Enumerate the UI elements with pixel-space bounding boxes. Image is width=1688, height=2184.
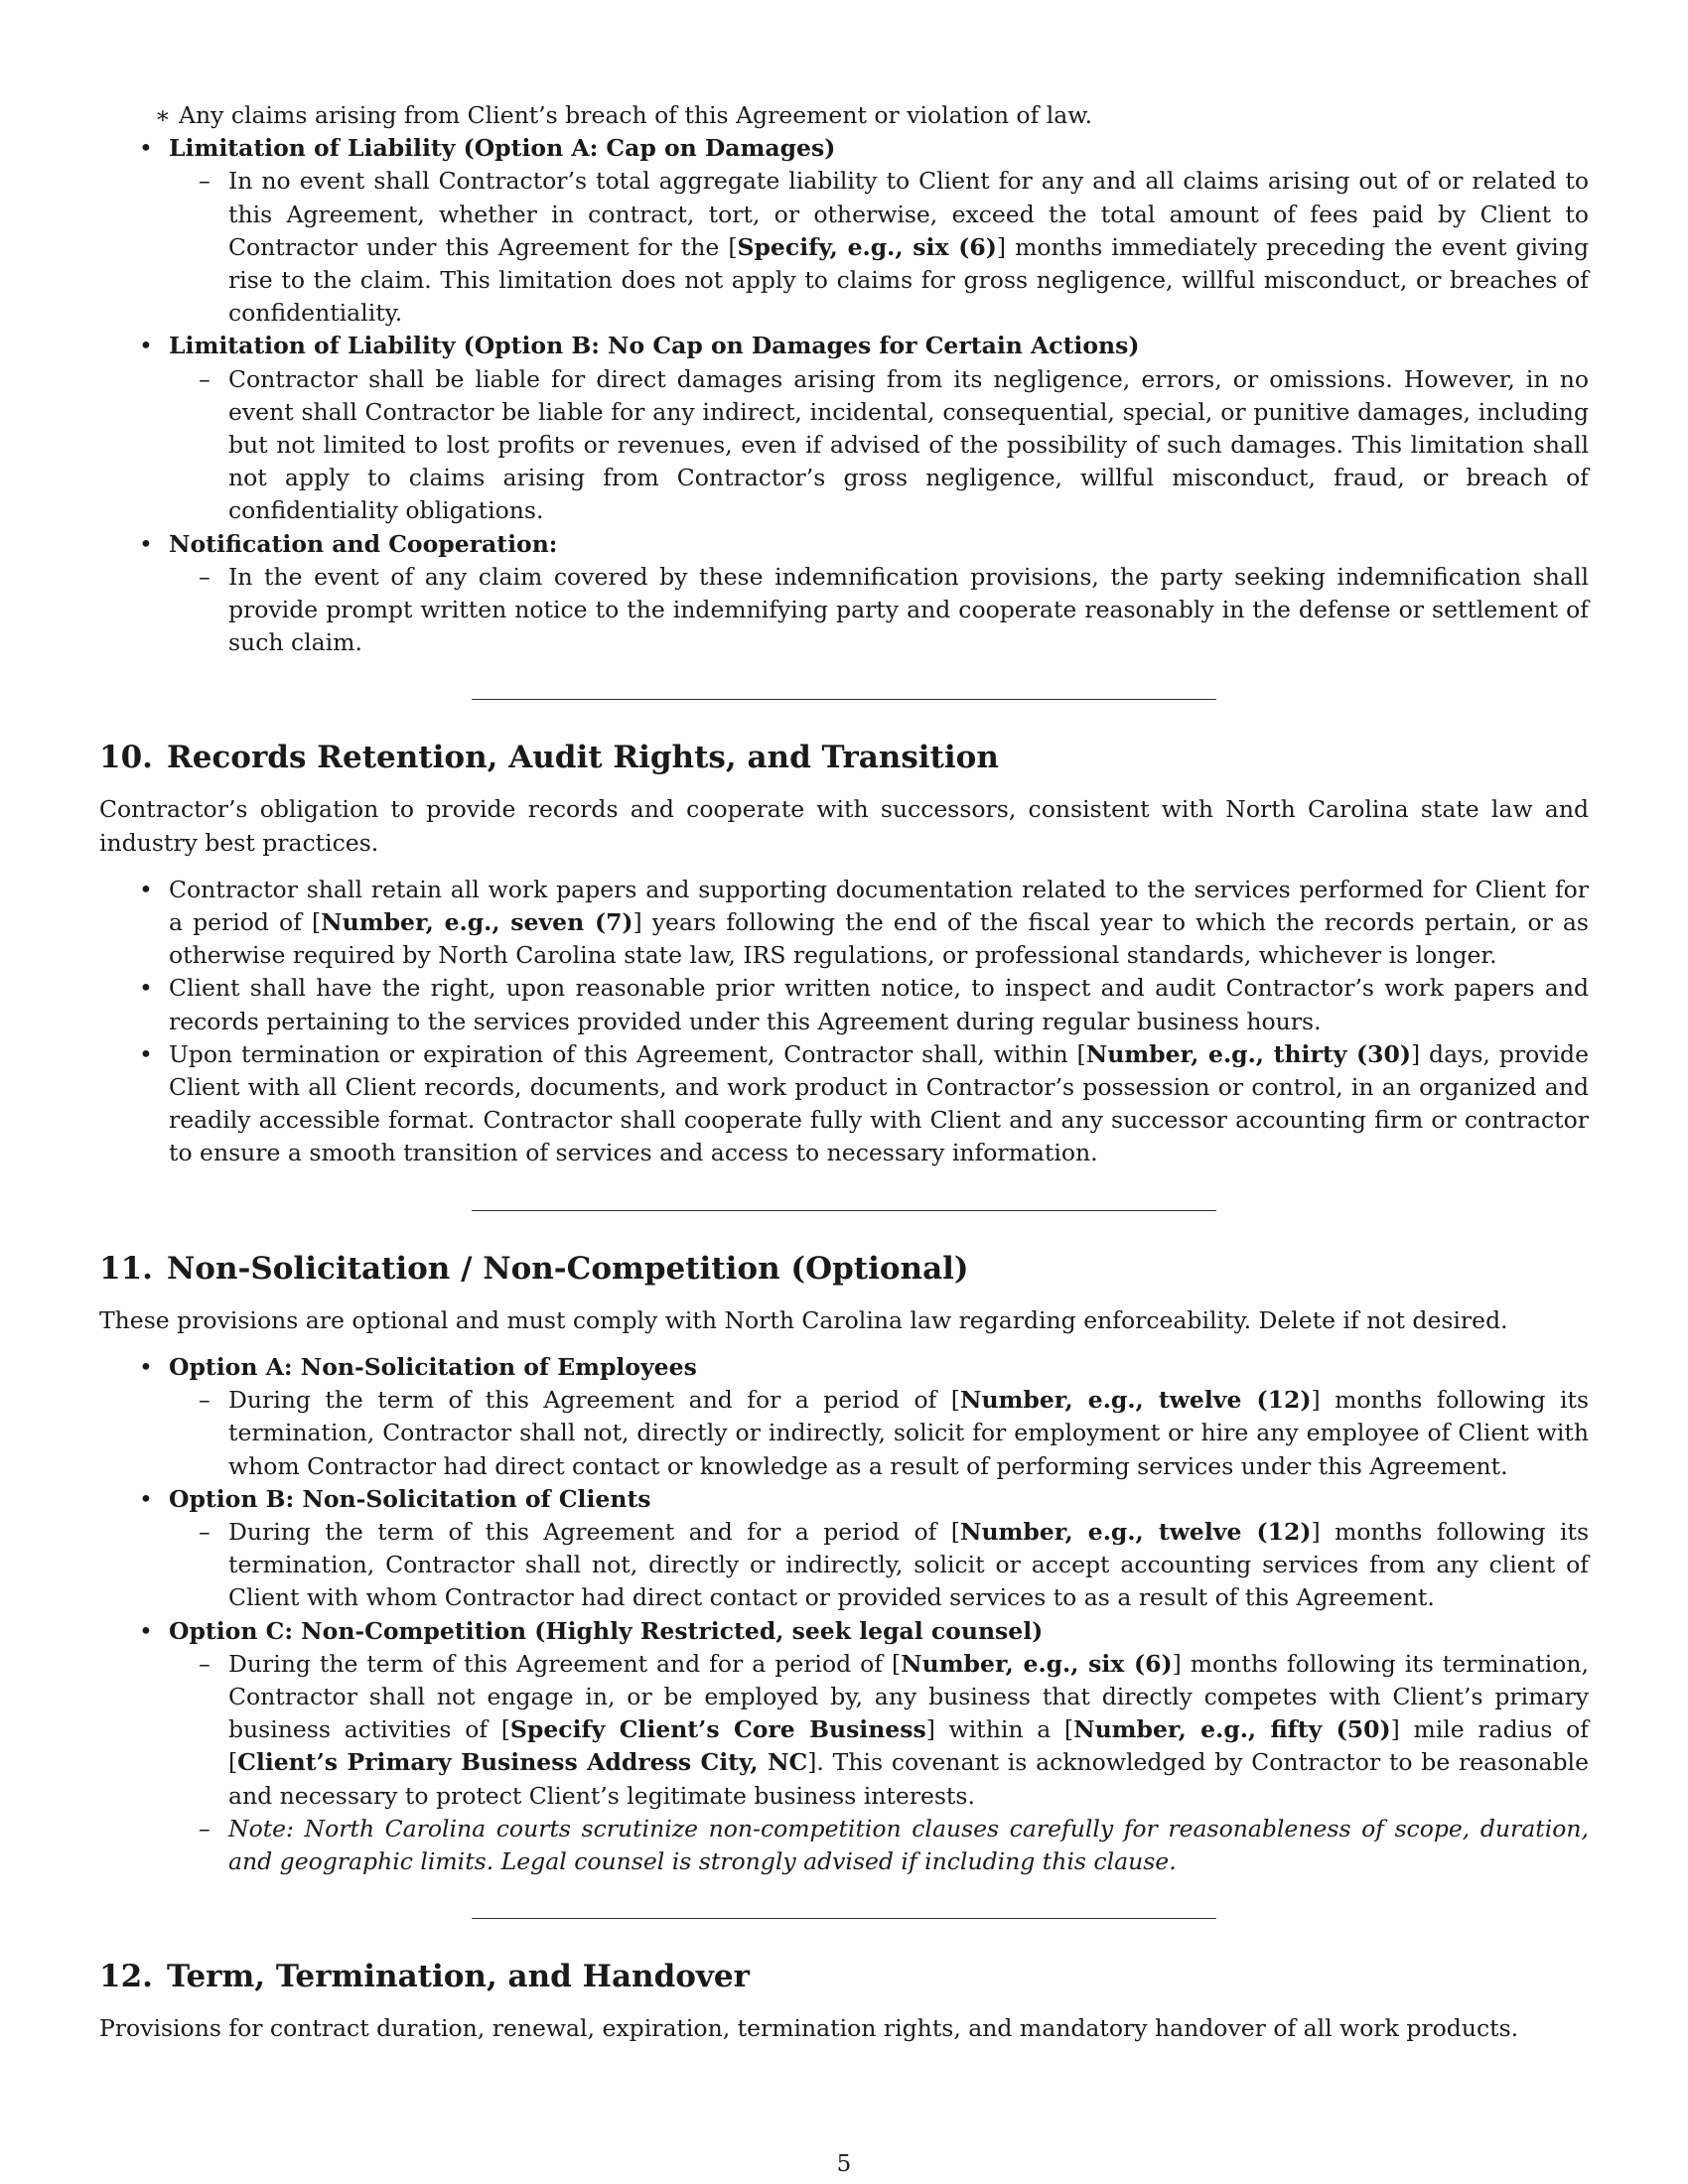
list-item: • Option C: Non-Competition (Highly Restricted, seek legal counsel) – During the term of this Agreement and for a period of [Number, e.g., six (6)] months following its termination, Contractor shall not engage in, or be employed by, any business that directly competes with Client’s primary business activities of [Specify Client’s Core Business] within a [Number, e.g., fifty (50)] mile radius of [Client’s Primary Business Address City, NC]. This covenant is acknowledged by Contractor to be reasonable and necessary to protect Client’s legitimate business interests. – Note: North Carolina courts scrutinize non-competition clauses carefully for reasonableness of scope, duration, and geographic limits. Legal counsel is strongly advised if including this clause. xyxy=(99,1615,1589,1879)
list-item: • Option A: Non-Solicitation of Employees – During the term of this Agreement and for a period of [Number, e.g., twelve (12)] months following its termination, Contractor shall not, directly or indirectly, solicit for employment or hire any employee of Client with whom Contractor had direct contact or knowledge as a result of performing services under this Agreement. xyxy=(99,1351,1589,1483)
section-divider xyxy=(472,699,1216,700)
list-item: – During the term of this Agreement and for a period of [Number, e.g., twelve (12)] months following its termination, Contractor shall not, directly or indirectly, solicit for employment or hire any employee of Client with whom Contractor had direct contact or knowledge as a result of performing services under this Agreement. xyxy=(169,1384,1589,1483)
list-item: – During the term of this Agreement and for a period of [Number, e.g., six (6)] months following its termination, Contractor shall not engage in, or be employed by, any business that directly competes with Client’s primary business activities of [Specify Client’s Core Business] within a [Number, e.g., fifty (50)] mile radius of [Client’s Primary Business Address City, NC]. This covenant is acknowledged by Contractor to be reasonable and necessary to protect Client’s legitimate business interests. xyxy=(169,1648,1589,1813)
section-divider xyxy=(472,1210,1216,1211)
section-11-heading: 11. Non-Solicitation / Non-Competition (Optional) xyxy=(99,1250,969,1287)
notification-title: Notification and Cooperation: xyxy=(169,529,558,558)
section-10-heading: 10. Records Retention, Audit Rights, and Transition xyxy=(99,740,999,776)
list-item: – In the event of any claim covered by these indemnification provisions, the party seeking indemnification shall provide prompt written notice to the indemnifying party and cooperate reasonably in the defense or settlement of such claim. xyxy=(169,561,1589,660)
section-11-list xyxy=(99,1351,1589,1878)
page-number: 5 xyxy=(836,2151,852,2177)
section-12-heading: 12. Term, Termination, and Handover xyxy=(99,1959,750,1995)
document-page xyxy=(99,99,1589,2059)
liability-list xyxy=(99,132,1589,659)
list-item xyxy=(99,132,1589,330)
list-item: • Upon termination or expiration of this Agreement, Contractor shall, within [Number, e.g., thirty (30)] days, provide Client with all Client records, documents, and work product in Contractor’s possession or control, in an organized and readily accessible format. Contractor shall cooperate fully with Client and any successor accounting firm or contractor to ensure a smooth transition of services and access to necessary information. xyxy=(99,1038,1589,1170)
list-item: • Contractor shall retain all work papers and supporting documentation related to the services performed for Client for a period of [Number, e.g., seven (7)] years following the end of the fiscal year to which the records pertain, or as otherwise required by North Carolina state law, IRS regulations, or professional standards, whichever is longer. xyxy=(99,874,1589,973)
list-item: – Note: North Carolina courts scrutinize non-competition clauses carefully for reasonableness of scope, duration, and geographic limits. Legal counsel is strongly advised if including this clause. xyxy=(169,1813,1589,1878)
carryover-list xyxy=(99,99,1589,132)
option-b-title: Limitation of Liability (Option B: No Cap on Damages for Certain Actions) xyxy=(169,332,1140,360)
section-12-intro: Provisions for contract duration, renewal, expiration, termination rights, and mandatory handover of all work products. xyxy=(99,2014,1519,2043)
list-item: ∗ Any claims arising from Client’s breach of this Agreement or violation of law. xyxy=(99,99,1589,132)
list-item: • Option B: Non-Solicitation of Clients – During the term of this Agreement and for a period of [Number, e.g., twelve (12)] months following its termination, Contractor shall not, directly or indirectly, solicit or accept accounting services from any client of Client with whom Contractor had direct contact or provided services to as a result of this Agreement. xyxy=(99,1483,1589,1615)
list-item xyxy=(99,330,1589,527)
list-item xyxy=(99,528,1589,660)
section-10-list xyxy=(99,874,1589,1170)
section-11-intro: These provisions are optional and must comply with North Carolina law regarding enforceability. Delete if not desired. xyxy=(99,1305,1508,1334)
list-item: – Contractor shall be liable for direct damages arising from its negligence, errors, or omissions. However, in no event shall Contractor be liable for any indirect, incidental, consequential, special, or punitive damages, including but not limited to lost profits or revenues, even if advised of the possibility of such damages. This limitation shall not apply to claims arising from Contractor’s gross negligence, willful misconduct, fraud, or breach of confidentiality obligations. xyxy=(169,363,1589,528)
list-item: • Client shall have the right, upon reasonable prior written notice, to inspect and audit Contractor’s work papers and records pertaining to the services provided under this Agreement during regular business hours. xyxy=(99,972,1589,1037)
list-item: – In no event shall Contractor’s total aggregate liability to Client for any and all claims arising out of or related to this Agreement, whether in contract, tort, or otherwise, exceed the total amount of fees paid by Client to Contractor under this Agreement for the [Specify, e.g., six (6)] months immediately preceding the event giving rise to the claim. This limitation does not apply to claims for gross negligence, willful misconduct, or breaches of confidentiality. xyxy=(169,165,1589,330)
option-a-title: Limitation of Liability (Option A: Cap on Damages) xyxy=(169,134,836,163)
list-item: – During the term of this Agreement and for a period of [Number, e.g., twelve (12)] months following its termination, Contractor shall not, directly or indirectly, solicit or accept accounting services from any client of Client with whom Contractor had direct contact or provided services to as a result of this Agreement. xyxy=(169,1516,1589,1615)
section-10-intro: Contractor’s obligation to provide records and cooperate with successors, consistent with North Carolina state law and industry best practices. xyxy=(99,795,1589,857)
section-divider xyxy=(472,1918,1216,1919)
